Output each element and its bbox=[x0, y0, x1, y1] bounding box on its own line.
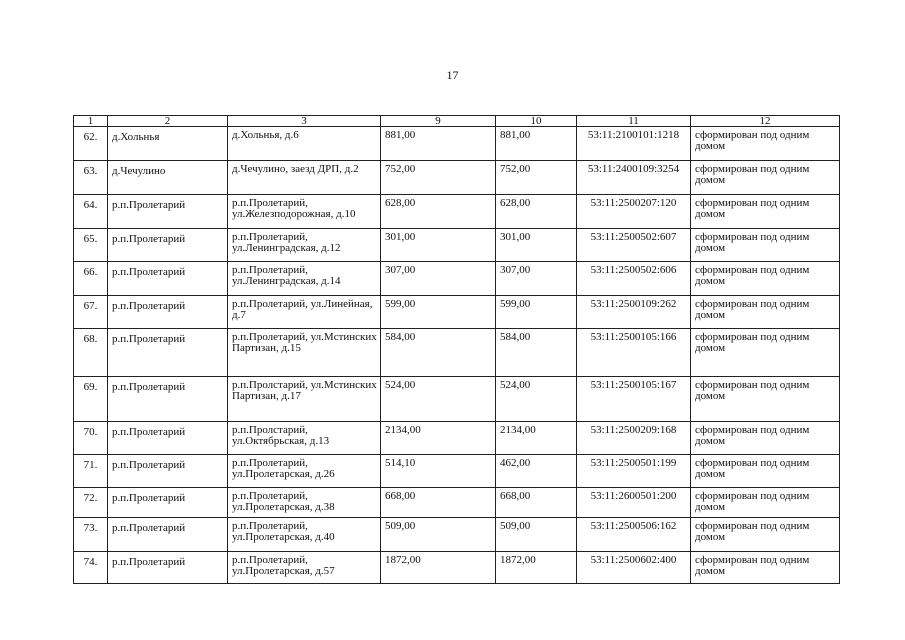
cadastral-number-cell: 53:11:2500502:607 bbox=[577, 229, 691, 262]
table-row bbox=[74, 552, 840, 584]
cadastral-number-cell: 53:11:2500502:606 bbox=[577, 262, 691, 296]
cadastral-number-cell: 53:11:2500207:120 bbox=[577, 195, 691, 229]
table-row bbox=[74, 518, 840, 552]
area-cell: 881,00 bbox=[381, 127, 496, 161]
table-row bbox=[74, 195, 840, 229]
address-cell: р.п.Пролетарий, ул.Пролетарская, д.57 bbox=[228, 552, 381, 584]
column-header-3: 3 bbox=[228, 116, 381, 127]
note-cell: сформирован под одним домом bbox=[691, 552, 840, 584]
row-number: 66. bbox=[74, 262, 108, 296]
cadastral-number-cell: 53:11:2500602:400 bbox=[577, 552, 691, 584]
row-number: 63. bbox=[74, 161, 108, 195]
settlement-cell: д.Чечулино bbox=[108, 161, 228, 195]
address-cell: р.п.Пролетарий, ул.Ленинградская, д.12 bbox=[228, 229, 381, 262]
address-cell: р.п.Пролетарий, ул.Линейная, д.7 bbox=[228, 296, 381, 329]
area-cell: 514,10 bbox=[381, 455, 496, 488]
cadastral-number-cell: 53:11:2500105:166 bbox=[577, 329, 691, 377]
settlement-cell: р.п.Пролетарий bbox=[108, 552, 228, 584]
land-plots-table bbox=[73, 115, 840, 584]
column-header-11: 11 bbox=[577, 116, 691, 127]
cadastral-number-cell: 53:11:2100101:1218 bbox=[577, 127, 691, 161]
cadastral-number-cell: 53:11:2500109:262 bbox=[577, 296, 691, 329]
note-cell: сформирован под одним домом bbox=[691, 518, 840, 552]
page-number: 17 bbox=[446, 68, 459, 82]
area-cell: 301,00 bbox=[496, 229, 577, 262]
area-cell: 599,00 bbox=[496, 296, 577, 329]
row-number: 67. bbox=[74, 296, 108, 329]
area-cell: 2134,00 bbox=[496, 422, 577, 455]
area-cell: 307,00 bbox=[381, 262, 496, 296]
area-cell: 509,00 bbox=[381, 518, 496, 552]
row-number: 64. bbox=[74, 195, 108, 229]
note-cell: сформирован под одним домом bbox=[691, 127, 840, 161]
area-cell: 752,00 bbox=[496, 161, 577, 195]
cadastral-number-cell: 53:11:2500506:162 bbox=[577, 518, 691, 552]
settlement-cell: р.п.Пролетарий bbox=[108, 518, 228, 552]
settlement-cell: р.п.Пролетарий bbox=[108, 296, 228, 329]
settlement-cell: р.п.Пролетарий bbox=[108, 195, 228, 229]
area-cell: 628,00 bbox=[496, 195, 577, 229]
area-cell: 307,00 bbox=[496, 262, 577, 296]
settlement-cell: р.п.Пролетарий bbox=[108, 377, 228, 422]
area-cell: 524,00 bbox=[381, 377, 496, 422]
settlement-cell: р.п.Пролетарий bbox=[108, 455, 228, 488]
note-cell: сформирован под одним домом bbox=[691, 229, 840, 262]
area-cell: 668,00 bbox=[381, 488, 496, 518]
row-number: 62. bbox=[74, 127, 108, 161]
area-cell: 1872,00 bbox=[496, 552, 577, 584]
cadastral-number-cell: 53:11:2500501:199 bbox=[577, 455, 691, 488]
area-cell: 584,00 bbox=[496, 329, 577, 377]
column-header-1: 1 bbox=[74, 116, 108, 127]
area-cell: 1872,00 bbox=[381, 552, 496, 584]
settlement-cell: р.п.Пролетарий bbox=[108, 262, 228, 296]
column-header-12: 12 bbox=[691, 116, 840, 127]
address-cell: д.Чечулино, заезд ДРП, д.2 bbox=[228, 161, 381, 195]
address-cell: р.п.Пролетарий, ул.Ленинградская, д.14 bbox=[228, 262, 381, 296]
row-number: 72. bbox=[74, 488, 108, 518]
table-row bbox=[74, 229, 840, 262]
column-header-10: 10 bbox=[496, 116, 577, 127]
area-cell: 462,00 bbox=[496, 455, 577, 488]
note-cell: сформирован под одним домом bbox=[691, 296, 840, 329]
table-row bbox=[74, 488, 840, 518]
area-cell: 599,00 bbox=[381, 296, 496, 329]
column-header-2: 2 bbox=[108, 116, 228, 127]
table-row bbox=[74, 296, 840, 329]
row-number: 74. bbox=[74, 552, 108, 584]
table-row bbox=[74, 329, 840, 377]
note-cell: сформирован под одним домом bbox=[691, 422, 840, 455]
note-cell: сформирован под одним домом bbox=[691, 377, 840, 422]
area-cell: 881,00 bbox=[496, 127, 577, 161]
address-cell: р.п.Пролстарий, ул.Мстинских Партизан, д.17 bbox=[228, 377, 381, 422]
row-number: 73. bbox=[74, 518, 108, 552]
area-cell: 668,00 bbox=[496, 488, 577, 518]
table-row bbox=[74, 422, 840, 455]
settlement-cell: р.п.Пролетарий bbox=[108, 488, 228, 518]
settlement-cell: р.п.Пролетарий bbox=[108, 329, 228, 377]
note-cell: сформирован под одним домом bbox=[691, 455, 840, 488]
cadastral-number-cell: 53:11:2500209:168 bbox=[577, 422, 691, 455]
header-row bbox=[74, 116, 840, 127]
cadastral-number-cell: 53:11:2500105:167 bbox=[577, 377, 691, 422]
row-number: 70. bbox=[74, 422, 108, 455]
area-cell: 752,00 bbox=[381, 161, 496, 195]
area-cell: 628,00 bbox=[381, 195, 496, 229]
cadastral-number-cell: 53:11:2600501:200 bbox=[577, 488, 691, 518]
note-cell: сформирован под одним домом bbox=[691, 488, 840, 518]
area-cell: 524,00 bbox=[496, 377, 577, 422]
area-cell: 2134,00 bbox=[381, 422, 496, 455]
settlement-cell: д.Хольнья bbox=[108, 127, 228, 161]
address-cell: р.п.Пролетарий, ул.Пролетарская, д.38 bbox=[228, 488, 381, 518]
row-number: 68. bbox=[74, 329, 108, 377]
address-cell: р.п.Пролетарий, ул.Пролетарская, д.40 bbox=[228, 518, 381, 552]
table-row bbox=[74, 262, 840, 296]
settlement-cell: р.п.Пролетарий bbox=[108, 229, 228, 262]
settlement-cell: р.п.Пролетарий bbox=[108, 422, 228, 455]
address-cell: р.п.Пролстарий, ул.Октябрьская, д.13 bbox=[228, 422, 381, 455]
row-number: 69. bbox=[74, 377, 108, 422]
area-cell: 584,00 bbox=[381, 329, 496, 377]
address-cell: д.Хольнья, д.6 bbox=[228, 127, 381, 161]
row-number: 71. bbox=[74, 455, 108, 488]
note-cell: сформирован под одним домом bbox=[691, 161, 840, 195]
address-cell: р.п.Пролетарий, ул.Пролетарская, д.26 bbox=[228, 455, 381, 488]
row-number: 65. bbox=[74, 229, 108, 262]
area-cell: 509,00 bbox=[496, 518, 577, 552]
address-cell: р.п.Пролетарий, ул.Мстинских Партизан, д.15 bbox=[228, 329, 381, 377]
table-row bbox=[74, 455, 840, 488]
table-row bbox=[74, 127, 840, 161]
column-header-9: 9 bbox=[381, 116, 496, 127]
area-cell: 301,00 bbox=[381, 229, 496, 262]
address-cell: р.п.Пролетарий, ул.Железподорожная, д.10 bbox=[228, 195, 381, 229]
table-row bbox=[74, 161, 840, 195]
table-row bbox=[74, 377, 840, 422]
note-cell: сформирован под одним домом bbox=[691, 262, 840, 296]
cadastral-number-cell: 53:11:2400109:3254 bbox=[577, 161, 691, 195]
note-cell: сформирован под одним домом bbox=[691, 195, 840, 229]
note-cell: сформирован под одним домом bbox=[691, 329, 840, 377]
